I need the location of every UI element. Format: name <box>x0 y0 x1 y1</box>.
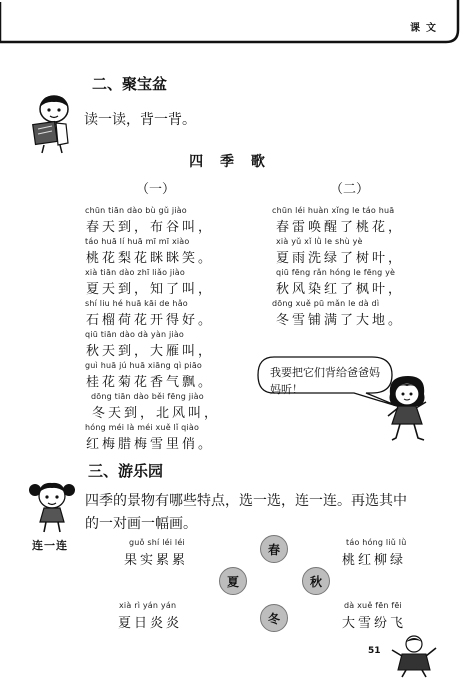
match-left-bottom-text[interactable]: 夏日炎炎 <box>118 616 183 631</box>
part2-line-1: 春雷唤醒了桃花， <box>276 220 405 235</box>
match-right-bottom-pinyin: dà xuě fēn fēi <box>344 601 402 610</box>
part1-pinyin-5: qiū tiān dào dà yàn jiào <box>85 330 185 339</box>
part2-pinyin-4: dōng xuě pū mǎn le dà dì <box>272 299 380 308</box>
match-left-top-pinyin: guǒ shí léi léi <box>129 538 185 547</box>
girl-pigtails-illustration <box>28 478 76 534</box>
boy-reading-illustration <box>30 93 74 155</box>
section2-title: 二、聚宝盆 <box>92 75 168 93</box>
part1-pinyin-6: guì huā jú huā xiāng qì piāo <box>85 361 203 370</box>
header-bar <box>0 0 460 44</box>
part1-line-2: 桃花梨花眯眯笑。 <box>86 251 215 266</box>
header-label: 课文 <box>410 23 442 34</box>
part2-pinyin-1: chūn léi huàn xǐng le táo huā <box>272 206 395 215</box>
section3-title: 三、游乐园 <box>88 462 164 480</box>
part2-line-4: 冬雪铺满了大地。 <box>276 313 405 328</box>
part1-pinyin-4: shí liu hé huā kāi de hǎo <box>85 299 188 308</box>
match-left-bottom-pinyin: xià rì yán yán <box>119 601 177 610</box>
part2-line-2: 夏雨洗绿了树叶， <box>276 251 405 266</box>
poem-part2-label: （二） <box>330 182 370 197</box>
season-circle-summer[interactable]: 夏 <box>219 567 247 595</box>
section2-instruction: 读一读，背一背。 <box>84 112 196 128</box>
part1-line-7: 冬天到，北风叫， <box>92 406 221 421</box>
match-left-top-text[interactable]: 果实累累 <box>124 553 189 568</box>
girl-illustration <box>382 372 432 444</box>
match-right-top-pinyin: táo hóng liǔ lǜ <box>346 538 407 547</box>
part1-pinyin-1: chūn tiān dào bù gǔ jiào <box>85 206 187 215</box>
match-right-bottom-text[interactable]: 大雪纷飞 <box>342 616 407 631</box>
part1-line-8: 红梅腊梅雪里俏。 <box>86 437 215 452</box>
part2-pinyin-2: xià yǔ xǐ lǜ le shù yè <box>276 237 363 246</box>
part1-pinyin-3: xià tiān dào zhī liǎo jiào <box>85 268 185 277</box>
poem-title: 四 季 歌 <box>189 154 271 170</box>
season-circle-autumn[interactable]: 秋 <box>302 567 330 595</box>
section3-instruction-line2: 的一对画一幅画。 <box>85 516 197 532</box>
part1-line-3: 夏天到，知了叫， <box>86 282 215 297</box>
season-circle-winter[interactable]: 冬 <box>260 604 288 632</box>
part1-pinyin-2: táo huā lí huā mī mī xiào <box>85 237 190 246</box>
part2-pinyin-3: qiū fēng rǎn hóng le fēng yè <box>276 268 396 277</box>
page-number: 51 <box>368 646 381 656</box>
part1-pinyin-7: dōng tiān dào běi fēng jiào <box>91 392 204 401</box>
part1-line-4: 石榴荷花开得好。 <box>86 313 215 328</box>
match-right-top-text[interactable]: 桃红柳绿 <box>342 553 407 568</box>
section3-instruction-line1: 四季的景物有哪些特点，选一选，连一连。再选其中 <box>85 493 407 509</box>
corner-figure-illustration <box>388 632 440 678</box>
part1-line-6: 桂花菊花香气飘。 <box>86 375 215 390</box>
poem-part1-label: （一） <box>136 182 176 197</box>
part1-line-1: 春天到，布谷叫， <box>86 220 215 235</box>
part2-line-3: 秋风染红了枫叶， <box>276 282 405 297</box>
part1-pinyin-8: hóng méi là méi xuě lǐ qiào <box>85 423 200 432</box>
part1-line-5: 秋天到，大雁叫， <box>86 344 215 359</box>
season-circle-spring[interactable]: 春 <box>260 535 288 563</box>
speech-bubble-text: 我要把它们背给爸爸妈妈听！ <box>270 366 380 396</box>
section3-label: 连一连 <box>32 539 68 552</box>
